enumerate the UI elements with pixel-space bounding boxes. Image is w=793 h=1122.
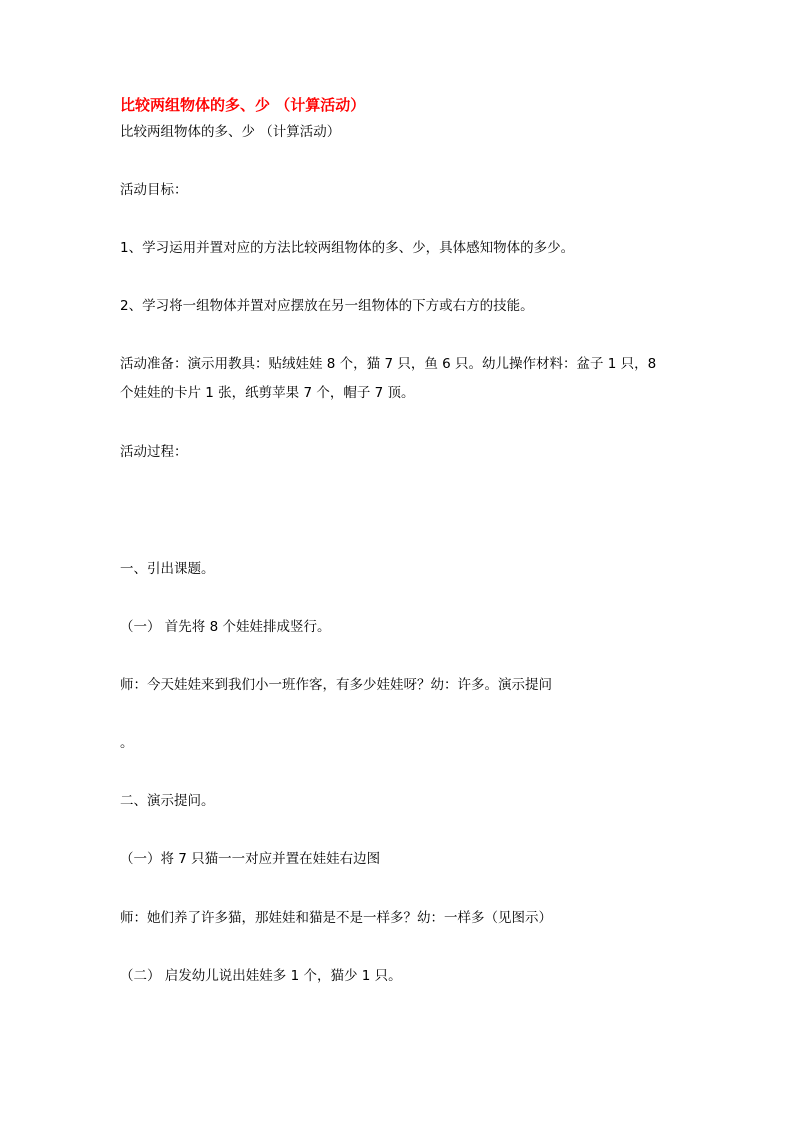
goal-item-2: 2、学习将一组物体并置对应摆放在另一组物体的下方或右方的技能。 — [120, 298, 534, 314]
preparation-line-1: 活动准备：演示用教具：贴绒娃娃 8 个，猫 7 只，鱼 6 只。幼儿操作材料：盆子 1 只，8 — [120, 356, 657, 372]
step-2-1: （一）将 7 只猫一一对应并置在娃娃右边图 — [120, 851, 381, 867]
preparation-line-2: 个娃娃的卡片 1 张，纸剪苹果 7 个，帽子 7 顶。 — [120, 385, 415, 401]
document-title: 比较两组物体的多、少 （计算活动） — [120, 96, 366, 114]
process-heading: 活动过程： — [120, 444, 188, 460]
dialog-1: 师：今天娃娃来到我们小一班作客，有多少娃娃呀？幼：许多。演示提问 — [120, 677, 552, 693]
section-heading-1: 一、引出课题。 — [120, 561, 215, 577]
section-heading-2: 二、演示提问。 — [120, 793, 215, 809]
document-subtitle: 比较两组物体的多、少 （计算活动） — [120, 124, 341, 140]
goals-heading: 活动目标： — [120, 182, 188, 198]
step-1-1: （一） 首先将 8 个娃娃排成竖行。 — [120, 619, 331, 635]
step-2-2: （二） 启发幼儿说出娃娃多 1 个，猫少 1 只。 — [120, 968, 402, 984]
dialog-1-end: 。 — [120, 735, 134, 751]
goal-item-1: 1、学习运用并置对应的方法比较两组物体的多、少，具体感知物体的多少。 — [120, 240, 575, 256]
dialog-2: 师：她们养了许多猫，那娃娃和猫是不是一样多？幼：一样多（见图示） — [120, 910, 552, 926]
